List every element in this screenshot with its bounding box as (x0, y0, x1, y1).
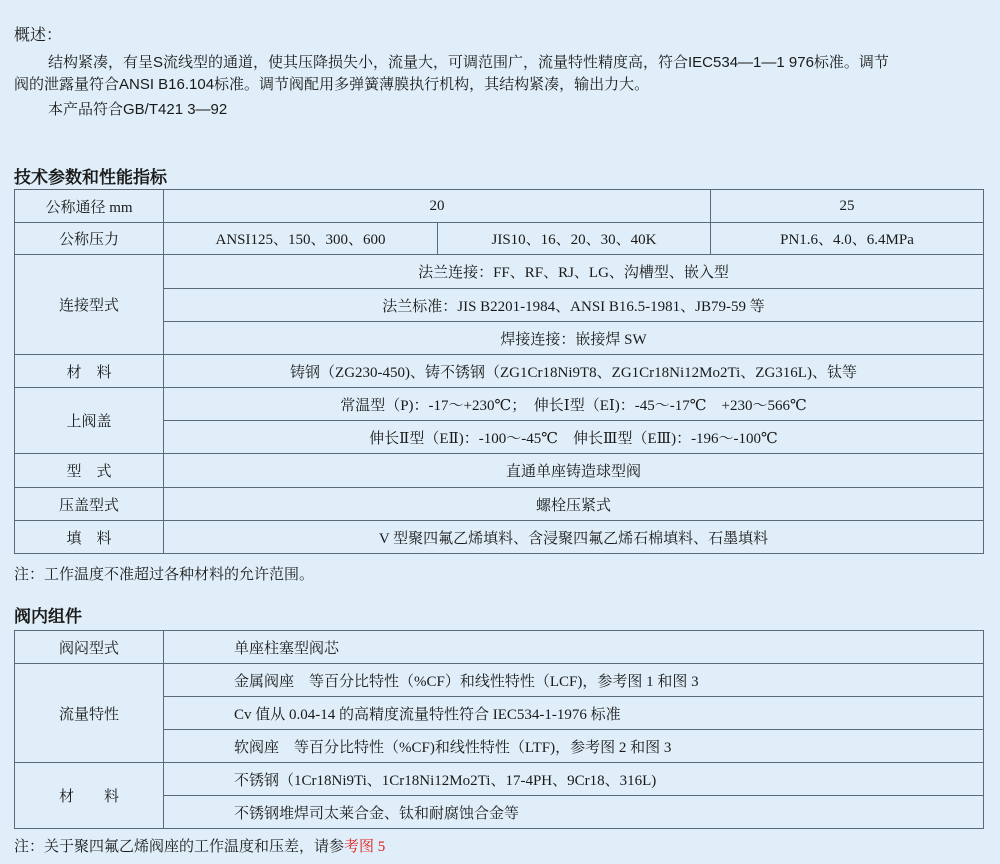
internals-material-label: 材 料 (15, 763, 164, 829)
tech-spec-table (14, 189, 984, 554)
nominal-diameter-25: 25 (711, 190, 984, 223)
bonnet-label: 上阀盖 (15, 388, 164, 454)
overview-standard: 本产品符合GB/T421 3—92 (48, 101, 228, 118)
table-row (15, 664, 984, 697)
nominal-diameter-label: 公称通径 mm (15, 190, 164, 223)
tech-note: 注：工作温度不准超过各种材料的允许范围。 (14, 567, 315, 583)
internals-section-title: 阀内组件 (14, 607, 82, 626)
nominal-diameter-20: 20 (164, 190, 711, 223)
cover-type-value: 螺栓压紧式 (164, 488, 984, 521)
table-row (15, 454, 984, 488)
pressure-pn: PN1.6、4.0、6.4MPa (711, 223, 984, 255)
overview-paragraph-line1: 结构紧凑，有呈S流线型的通道，使其压降损失小，流量大，可调范围广，流量特性精度高，符合IEC534—1—1 976标准。调节 (48, 54, 889, 71)
type-value: 直通单座铸造球型阀 (164, 454, 984, 488)
flow-cv-value: Cv 值从 0.04-14 的高精度流量特性符合 IEC534-1-1976 标准 (164, 697, 984, 730)
type-label: 型 式 (15, 454, 164, 488)
internals-note (14, 835, 385, 856)
table-row (15, 521, 984, 554)
table-row (15, 488, 984, 521)
pressure-jis: JIS10、16、20、30、40K (438, 223, 711, 255)
flow-label: 流量特性 (15, 664, 164, 763)
connection-weld: 焊接连接：嵌接焊 SW (164, 322, 984, 355)
packing-value: V 型聚四氟乙烯填料、含浸聚四氟乙烯石棉填料、石墨填料 (164, 521, 984, 554)
material-value: 铸钢（ZG230-450)、铸不锈钢（ZG1Cr18Ni9T8、ZG1Cr18Ni12Mo2Ti、ZG316L)、钛等 (164, 355, 984, 388)
flow-metal-seat: 金属阀座 等百分比特性（%CF）和线性特性（LCF)，参考图 1 和图 3 (164, 664, 984, 697)
table-row (15, 255, 984, 289)
table-row (15, 631, 984, 664)
figure-5-link[interactable]: 考图 5 (344, 839, 386, 855)
plug-type-label: 阀闷型式 (15, 631, 164, 664)
internals-material-stainless: 不锈钢（1Cr18Ni9Ti、1Cr18Ni12Mo2Ti、17-4PH、9Cr18、316L) (164, 763, 984, 796)
connection-flange: 法兰连接：FF、RF、RJ、LG、沟槽型、嵌入型 (164, 255, 984, 289)
packing-label: 填 料 (15, 521, 164, 554)
tech-section-title: 技术参数和性能指标 (14, 168, 167, 187)
plug-type-value: 单座柱塞型阀芯 (164, 631, 984, 664)
material-label: 材 料 (15, 355, 164, 388)
table-row (15, 763, 984, 796)
internals-table (14, 630, 984, 829)
pressure-ansi: ANSI125、150、300、600 (164, 223, 438, 255)
table-row (15, 190, 984, 223)
internals-note-text: 注：关于聚四氟乙烯阀座的工作温度和压差，请参 (14, 839, 345, 855)
cover-type-label: 压盖型式 (15, 488, 164, 521)
flow-soft-seat: 软阀座 等百分比特性（%CF)和线性特性（LTF)，参考图 2 和图 3 (164, 730, 984, 763)
overview-paragraph-line2: 阀的泄露量符合ANSI B16.104标准。调节阀配用多弹簧薄膜执行机构，其结构紧凑，输出力大。 (14, 76, 650, 93)
bonnet-ext2-ext3: 伸长Ⅱ型（EⅡ)：-100～-45℃ 伸长Ⅲ型（EⅢ)：-196～-100℃ (164, 421, 984, 454)
internals-material-alloy: 不锈钢堆焊司太莱合金、钛和耐腐蚀合金等 (164, 796, 984, 829)
bonnet-normal-ext1: 常温型（P)：-17～+230℃； 伸长Ⅰ型（EⅠ)：-45～-17℃ +230～566℃ (164, 388, 984, 421)
connection-flange-standard: 法兰标准：JIS B2201-1984、ANSI B16.5-1981、JB79-59 等 (164, 289, 984, 322)
connection-label: 连接型式 (15, 255, 164, 355)
table-row (15, 223, 984, 255)
table-row (15, 355, 984, 388)
nominal-pressure-label: 公称压力 (15, 223, 164, 255)
overview-title: 概述： (14, 27, 63, 44)
table-row (15, 388, 984, 421)
